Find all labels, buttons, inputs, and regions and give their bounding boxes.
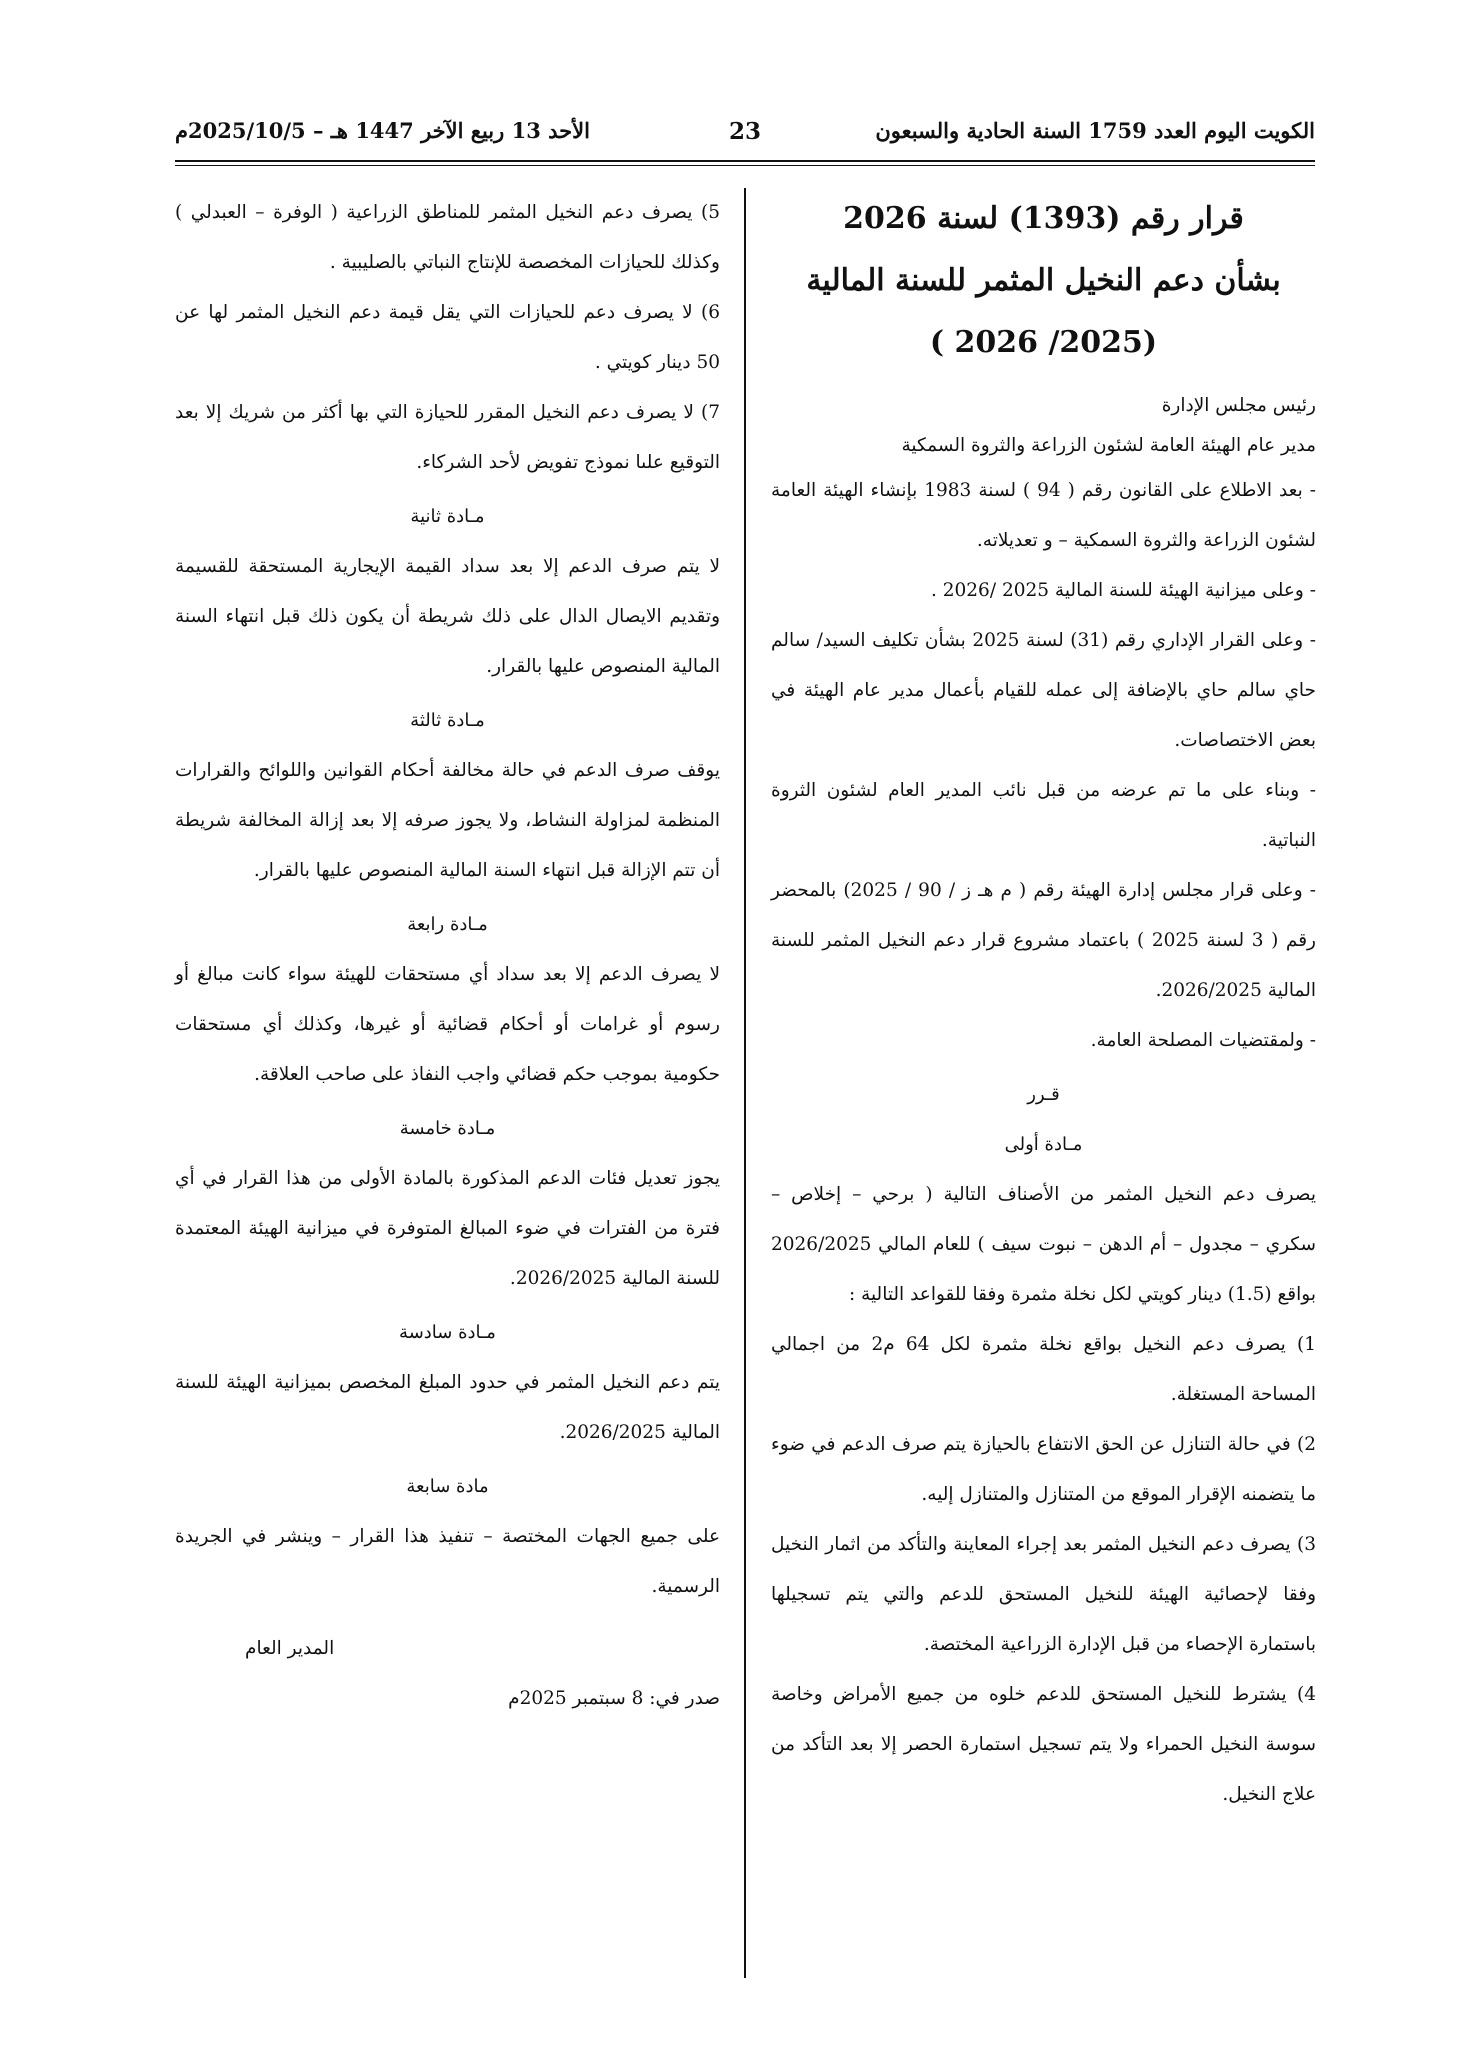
rule-item: 7) لا يصرف دعم النخيل المقرر للحيازة التي بها أكثر من شريك إلا بعد التوقيع علىا نموذج تفويض لأحد الشركاء. xyxy=(175,402,720,473)
rule-item: 1) يصرف دعم النخيل بواقع نخلة مثمرة لكل 64 م2 من اجمالي المساحة المستغلة. xyxy=(771,1334,1316,1405)
article-text: لا يصرف الدعم إلا بعد سداد أي مستحقات للهيئة سواء كانت مبالغ أو رسوم أو غرامات أو أحكام قضائية أو غيرها، وكذلك أي مستحقات حكومية بموجب حكم قضائي واجب النفاذ على صاحب العلاقة. xyxy=(175,964,720,1085)
preamble-item: - وعلى قرار مجلس إدارة الهيئة رقم ( م هـ ز / 90 / 2025) بالمحضر رقم ( 3 لسنة 2025 ) باعتماد مشروع قرار دعم النخيل المثمر للسنة المالية 2026/2025. xyxy=(771,880,1316,1001)
decided-heading: قـرر xyxy=(1027,1084,1060,1105)
rule-item: 6) لا يصرف دعم للحيازات التي يقل قيمة دعم النخيل المثمر لها عن 50 دينار كويتي . xyxy=(175,302,720,373)
issuer-title: رئيس مجلس الإدارة xyxy=(1161,395,1316,416)
gazette-date: الأحد 13 ربيع الآخر 1447 هـ – 2025/10/5م xyxy=(175,118,590,143)
article-text: يصرف دعم النخيل المثمر من الأصناف التالية ( برحي – إخلاص – سكري – مجدول – أم الدهن – نبوت سيف ) للعام المالي 2026/2025 بواقع (1.5) دينار كويتي لكل نخلة مثمرة وفقا للقواعد التالية : xyxy=(771,1184,1316,1305)
rule-item: 3) يصرف دعم النخيل المثمر بعد إجراء المعاينة والتأكد من اثمار النخيل وفقا لإحصائية الهيئة للنخيل المستحق للدعم والتي يتم تسجيلها باستمارة الإحصاء من قبل الإدارة الزراعية المختصة. xyxy=(771,1534,1316,1655)
signatory: المدير العام xyxy=(245,1638,335,1659)
decision-title: قرار رقم (1393) لسنة 2026 xyxy=(843,201,1244,236)
preamble-item: - وعلى ميزانية الهيئة للسنة المالية 2025 /2026 . xyxy=(930,580,1316,601)
page-header xyxy=(175,118,1315,158)
article-text: على جميع الجهات المختصة – تنفيذ هذا القرار – وينشر في الجريدة الرسمية. xyxy=(175,1526,720,1597)
preamble-item: - وعلى القرار الإداري رقم (31) لسنة 2025 بشأن تكليف السيد/ سالم حاي سالم حاي بالإضافة إلى عمله للقيام بأعمال مدير عام الهيئة في بعض الاختصاصات. xyxy=(771,630,1316,751)
left-column xyxy=(175,188,720,1724)
header-rule xyxy=(175,160,1315,162)
article-heading: مـادة أولى xyxy=(1004,1134,1083,1155)
article-heading: مـادة رابعة xyxy=(407,914,488,935)
article-heading: مـادة ثالثة xyxy=(410,710,485,731)
preamble-item: - ولمقتضيات المصلحة العامة. xyxy=(1090,1030,1316,1051)
rule-item: 2) في حالة التنازل عن الحق الانتفاع بالحيازة يتم صرف الدعم في ضوء ما يتضمنه الإقرار الموقع من المتنازل والمتنازل إليه. xyxy=(771,1434,1316,1505)
decision-fiscal-year: (2025/ 2026 ) xyxy=(929,325,1158,360)
article-text: يتم دعم النخيل المثمر في حدود المبلغ المخصص بميزانية الهيئة للسنة المالية 2026/2025. xyxy=(175,1372,720,1443)
article-heading: مادة سابعة xyxy=(406,1476,489,1497)
right-column xyxy=(771,188,1316,1820)
preamble-item: - بعد الاطلاع على القانون رقم ( 94 ) لسنة 1983 بإنشاء الهيئة العامة لشئون الزراعة والثروة السمكية – و تعديلاته. xyxy=(771,480,1316,551)
article-heading: مـادة سادسة xyxy=(399,1322,496,1343)
article-text: يجوز تعديل فئات الدعم المذكورة بالمادة الأولى من هذا القرار في أي فترة من الفترات في ضوء المبالغ المتوفرة في ميزانية الهيئة المعتمدة للسنة المالية 2026/2025. xyxy=(175,1168,720,1289)
gazette-issue-info: الكويت اليوم العدد 1759 السنة الحادية والسبعون xyxy=(875,118,1315,143)
rule-item: 4) يشترط للنخيل المستحق للدعم خلوه من جميع الأمراض وخاصة سوسة النخيل الحمراء ولا يتم تسجيل استمارة الحصر إلا بعد التأكد من علاج النخيل. xyxy=(771,1684,1316,1805)
article-text: لا يتم صرف الدعم إلا بعد سداد القيمة الإيجارية المستحقة للقسيمة وتقديم الايصال الدال على ذلك شريطة أن يكون ذلك قبل انتهاء السنة المالية المنصوص عليها بالقرار. xyxy=(175,556,720,677)
page-number: 23 xyxy=(728,118,762,145)
issuer-role: مدير عام الهيئة العامة لشئون الزراعة والثروة السمكية xyxy=(901,435,1316,456)
issue-date: صدر في: 8 سبتمبر 2025م xyxy=(508,1688,720,1709)
preamble-item: - وبناء على ما تم عرضه من قبل نائب المدير العام لشئون الثروة النباتية. xyxy=(771,780,1316,851)
article-text: يوقف صرف الدعم في حالة مخالفة أحكام القوانين واللوائح والقرارات المنظمة لمزاولة النشاط، ولا يجوز صرفه إلا بعد إزالة المخالفة شريطة أن تتم الإزالة قبل انتهاء السنة المالية المنصوص عليها بالقرار. xyxy=(175,760,720,881)
article-heading: مـادة ثانية xyxy=(410,506,485,527)
column-divider xyxy=(744,188,746,1978)
decision-subject: بشأن دعم النخيل المثمر للسنة المالية xyxy=(806,263,1281,298)
article-heading: مـادة خامسة xyxy=(399,1118,496,1139)
header-rule-thin xyxy=(175,165,1315,166)
rule-item: 5) يصرف دعم النخيل المثمر للمناطق الزراعية ( الوفرة – العبدلي ) وكذلك للحيازات المخصصة للإنتاج النباتي بالصليبية . xyxy=(175,202,720,273)
